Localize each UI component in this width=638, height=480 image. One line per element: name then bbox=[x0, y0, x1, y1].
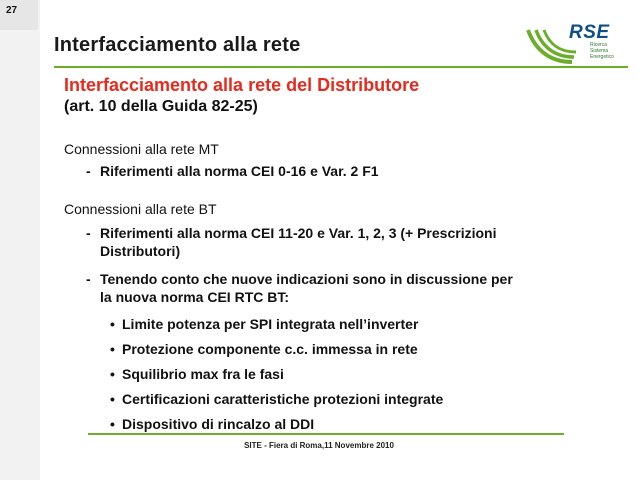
list-item-text: Distributori) bbox=[100, 243, 181, 259]
heading-line-1: Interfacciamento alla rete del Distributore bbox=[64, 75, 420, 95]
section-bt bbox=[64, 200, 604, 433]
dash-marker: - bbox=[86, 163, 91, 179]
bullet-text: Certificazioni caratteristiche protezioni integrate bbox=[122, 391, 444, 407]
bullet-text: Squilibrio max fra le fasi bbox=[122, 366, 284, 382]
bullet-marker: • bbox=[110, 391, 115, 407]
bullet-marker: • bbox=[110, 316, 115, 332]
page-number: 27 bbox=[0, 0, 38, 30]
bullet-text: Limite potenza per SPI integrata nell’inverter bbox=[122, 316, 419, 332]
dash-marker: - bbox=[86, 225, 91, 241]
bullet-item bbox=[64, 340, 604, 358]
logo-subtitle bbox=[590, 42, 634, 60]
list-item-text: Riferimenti alla norma CEI 11-20 e Var. 1, 2, 3 (+ Prescrizioni bbox=[100, 225, 497, 241]
list-item-text: Tenendo conto che nuove indicazioni sono in discussione per bbox=[100, 271, 513, 287]
bullet-text: Dispositivo di rincalzo al DDI bbox=[122, 416, 315, 432]
bullet-item bbox=[64, 315, 604, 333]
title-divider bbox=[54, 66, 628, 68]
dash-marker: - bbox=[86, 271, 91, 287]
list-item bbox=[64, 162, 604, 180]
bullet-item bbox=[64, 390, 604, 408]
list-item bbox=[64, 270, 604, 306]
bullet-item bbox=[64, 415, 604, 433]
list-item-text: la nuova norma CEI RTC BT: bbox=[100, 289, 290, 305]
slide-content bbox=[64, 140, 604, 433]
bullet-item bbox=[64, 365, 604, 383]
bullet-marker: • bbox=[110, 366, 115, 382]
bullet-marker: • bbox=[110, 341, 115, 357]
bullet-text: Protezione componente c.c. immessa in rete bbox=[122, 341, 418, 357]
list-item bbox=[64, 224, 604, 260]
side-bar bbox=[0, 0, 40, 480]
heading-line-2: (art. 10 della Guida 82-25) bbox=[64, 98, 258, 115]
logo-subtitle-line: Energetico bbox=[590, 54, 614, 60]
logo-subtitle-line: Sistema bbox=[590, 48, 609, 54]
footer-divider bbox=[88, 433, 564, 435]
section-heading bbox=[64, 74, 419, 118]
slide-title: Interfacciamento alla rete bbox=[54, 34, 301, 56]
logo-text: RSE bbox=[569, 22, 610, 43]
section-mt-title: Connessioni alla rete MT bbox=[64, 141, 219, 157]
bullet-marker: • bbox=[110, 416, 115, 432]
list-item-text: Riferimenti alla norma CEI 0-16 e Var. 2 F1 bbox=[100, 163, 379, 179]
section-bt-title: Connessioni alla rete BT bbox=[64, 201, 217, 217]
logo-subtitle-line: Ricerca bbox=[590, 42, 607, 48]
section-mt bbox=[64, 140, 604, 180]
footer-text: SITE - Fiera di Roma,11 Novembre 2010 bbox=[244, 441, 394, 450]
